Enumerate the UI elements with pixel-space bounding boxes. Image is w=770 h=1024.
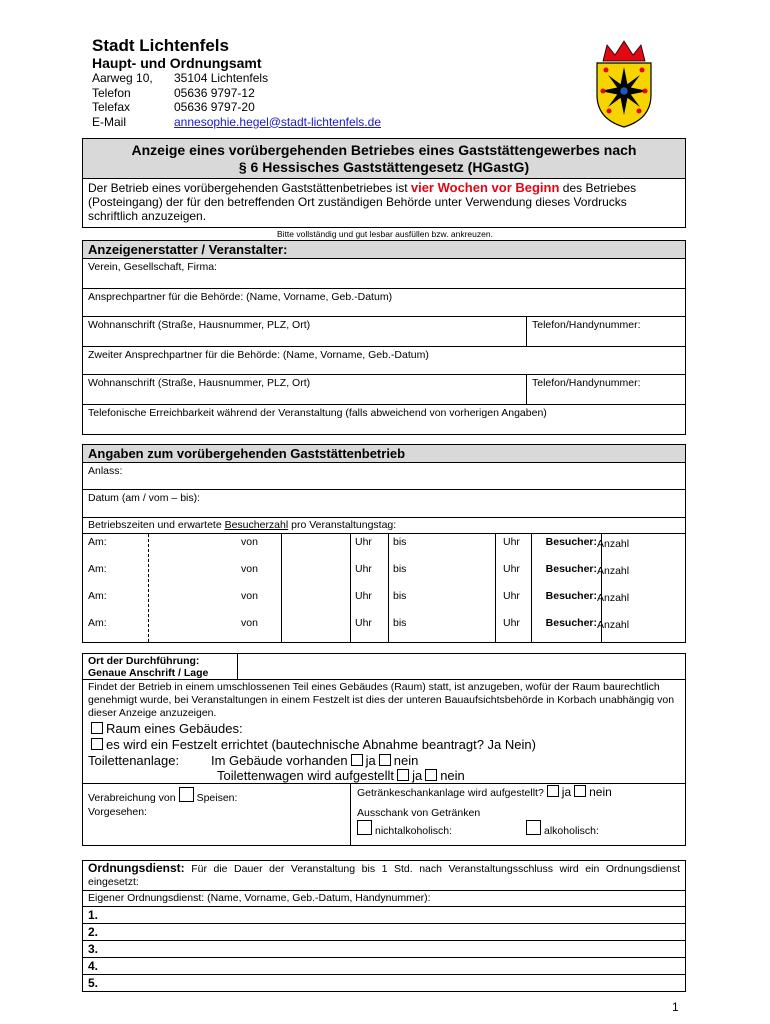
email-link[interactable]: annesophie.hegel@stadt-lichtenfels.de: [174, 114, 381, 129]
von-label: von: [241, 563, 258, 575]
own-security-label: Eigener Ordnungsdienst: (Name, Vorname, Geb.-Datum, Handynummer):: [83, 891, 685, 907]
section-applicant: [82, 240, 686, 435]
hours-label-before: Betriebszeiten und erwartete: [88, 519, 225, 531]
toilet-trailer-no-checkbox[interactable]: [425, 769, 437, 781]
toilet-row-2: [83, 768, 685, 784]
second-contact-field[interactable]: Zweiter Ansprechpartner für die Behörde: (Name, Vorname, Geb.-Datum): [83, 347, 685, 375]
security-list: [83, 907, 685, 991]
room-option: [83, 721, 685, 737]
bis-label: bis: [393, 617, 407, 629]
uhr-label: Uhr: [355, 590, 372, 602]
serving-label: Verabreichung von: [88, 792, 176, 804]
security-entry[interactable]: 1.: [83, 907, 685, 924]
am-label: Am:: [88, 536, 107, 548]
food-checkbox[interactable]: [179, 787, 194, 802]
contact-person-field[interactable]: Ansprechpartner für die Behörde: (Name, Vorname, Geb.-Datum): [83, 289, 685, 317]
organisation-field[interactable]: Verein, Gesellschaft, Firma:: [83, 259, 685, 289]
toilet-building-yes-checkbox[interactable]: [351, 754, 363, 766]
uhr-label: Uhr: [355, 536, 372, 548]
planned-label: Vorgesehen:: [88, 806, 147, 818]
form-heading-line1: Anzeige eines vorübergehenden Betriebes eines Gaststättengewerbes nach: [131, 142, 637, 158]
bis-label: bis: [393, 536, 407, 548]
uhr-label: Uhr: [355, 617, 372, 629]
form-heading: [83, 139, 685, 179]
intro-box: [82, 138, 686, 228]
food-label: Speisen:: [196, 792, 238, 804]
security-entry[interactable]: 4.: [83, 958, 685, 975]
security-entry[interactable]: 2.: [83, 924, 685, 941]
hours-row[interactable]: [83, 615, 685, 642]
fax-value: 05636 9797-20: [174, 100, 255, 114]
form-heading-line2: § 6 Hessisches Gaststättengesetz (HGastG): [238, 159, 530, 175]
uhr-label: Uhr: [355, 563, 372, 575]
location-label-line1: Ort der Durchführung:: [88, 655, 200, 667]
am-label: Am:: [88, 617, 107, 629]
food-drinks-row: [83, 784, 685, 845]
section-security: [82, 860, 686, 992]
occasion-field[interactable]: Anlass:: [83, 463, 685, 490]
operating-hours-table: [83, 534, 685, 642]
toilet-row-1: [83, 753, 685, 768]
hours-label-after: pro Veranstaltungstag:: [288, 519, 397, 531]
intro-text-before: Der Betrieb eines vorübergehenden Gaststättenbetriebes ist: [88, 181, 411, 195]
office-subtitle: Haupt- und Ordnungsamt: [92, 55, 262, 71]
contact-block: [92, 71, 381, 129]
address-label: Aarweg 10,: [92, 71, 153, 85]
drinks-label: Ausschank von Getränken: [357, 807, 481, 819]
section-location: [82, 653, 686, 846]
von-label: von: [241, 590, 258, 602]
page-number: 1: [672, 1000, 679, 1014]
phone-label: Telefon: [92, 85, 131, 100]
visitor-count-label: Anzahl Besucher:: [545, 563, 630, 577]
visitor-count-label: Anzahl Besucher:: [545, 590, 630, 604]
location-label: [83, 654, 238, 679]
uhr-label: Uhr: [503, 590, 520, 602]
coat-of-arms-icon: [593, 39, 655, 129]
hours-label-visitors: Besucherzahl: [224, 519, 289, 531]
tent-checkbox[interactable]: [91, 738, 103, 750]
am-label: Am:: [88, 590, 107, 602]
security-entry[interactable]: 3.: [83, 941, 685, 958]
location-note: Findet der Betrieb in einem umschlossenen Teil eines Gebäudes (Raum) statt, ist anzugeben, wofür der Raum baurechtlich genehmigt wurde, bei Veranstaltungen in einem Festzelt ist dies der unteren Bauaufsichtsbehörde in Korbach unabhängig von dieser Anzeige anzuzeigen.: [88, 681, 675, 719]
email-label: E-Mail: [92, 114, 127, 129]
phone-value: 05636 9797-12: [174, 85, 255, 100]
location-input[interactable]: [238, 654, 685, 679]
address-field-2[interactable]: Wohnanschrift (Straße, Hausnummer, PLZ, Ort): [83, 375, 527, 404]
city-title: Stadt Lichtenfels: [92, 36, 229, 55]
phone-field-1[interactable]: Telefon/Handynummer:: [532, 319, 641, 331]
visitor-count-label: Anzahl Besucher:: [545, 617, 630, 631]
date-field[interactable]: Datum (am / vom – bis):: [83, 490, 685, 518]
security-heading: [83, 861, 685, 891]
fax-label: Telefax: [92, 100, 131, 114]
tap-system-label: Getränkeschankanlage wird aufgestellt?: [357, 787, 544, 799]
address-field-1[interactable]: Wohnanschrift (Straße, Hausnummer, PLZ, Ort): [83, 317, 527, 346]
bis-label: bis: [393, 563, 407, 575]
von-label: von: [241, 536, 258, 548]
toilet-label: Toilettenanlage:: [88, 753, 180, 768]
security-entry[interactable]: 5.: [88, 976, 99, 990]
section-operation: [82, 444, 686, 643]
hours-row[interactable]: [83, 534, 685, 561]
alcoholic-checkbox[interactable]: [526, 820, 541, 835]
intro-text: [83, 179, 685, 227]
visitor-count-label: Anzahl Besucher:: [545, 536, 630, 550]
non-alcoholic-label: nichtalkoholisch:: [375, 825, 453, 837]
uhr-label: Uhr: [503, 617, 520, 629]
address-value: 35104 Lichtenfels: [174, 71, 269, 85]
food-block: [83, 784, 351, 845]
uhr-label: Uhr: [503, 536, 520, 548]
security-heading-text: Für die Dauer der Veranstaltung bis 1 Std. nach Veranstaltungsschluss wird ein Ordnungsdienst eingesetzt:: [88, 863, 680, 888]
fill-note: Bitte vollständig und gut lesbar ausfüllen bzw. ankreuzen.: [277, 229, 493, 239]
drinks-block: Getränkeschankanlage wird aufgestellt? ja nein Ausschank von Getränken nichtalkoholisch: alkoholisch:: [351, 784, 685, 845]
tent-option: [83, 737, 685, 753]
intro-text-after: des Betriebes (Posteingang) der für den betreffenden Ort zuständigen Behörde unter Verwendung dieses Vordrucks schriftlich anzuzeigen.: [88, 181, 637, 223]
uhr-label: Uhr: [503, 563, 520, 575]
toilet-trailer: Toilettenwagen wird aufgestellt ja nein: [217, 768, 465, 783]
reachability-field[interactable]: Telefonische Erreichbarkeit während der Veranstaltung (falls abweichend von vorherigen Angaben): [88, 407, 547, 419]
location-label-line2: Genaue Anschrift / Lage: [88, 667, 209, 679]
tap-yes-checkbox[interactable]: [547, 785, 559, 797]
section-applicant-heading: Anzeigenerstatter / Veranstalter:: [83, 241, 685, 259]
section-operation-heading: Angaben zum vorübergehenden Gaststättenbetrieb: [83, 445, 685, 463]
bis-label: bis: [393, 590, 407, 602]
phone-field-2[interactable]: Telefon/Handynummer:: [532, 377, 641, 389]
alcoholic-label: alkoholisch:: [544, 825, 599, 837]
am-label: Am:: [88, 563, 107, 575]
hours-row[interactable]: [83, 588, 685, 615]
toilet-in-building: Im Gebäude vorhanden ja nein: [211, 753, 419, 768]
tent-label: es wird ein Festzelt errichtet (bautechnische Abnahme beantragt? Ja Nein): [106, 737, 536, 752]
room-label: Raum eines Gebäudes:: [106, 721, 243, 736]
tap-no-checkbox[interactable]: [574, 785, 586, 797]
von-label: von: [241, 617, 258, 629]
operating-hours-label: [83, 518, 685, 534]
toilet-building-no-checkbox[interactable]: [379, 754, 391, 766]
security-heading-bold: Ordnungsdienst:: [88, 861, 185, 875]
non-alcoholic-checkbox[interactable]: [357, 820, 372, 835]
room-checkbox[interactable]: [91, 722, 103, 734]
toilet-trailer-yes-checkbox[interactable]: [397, 769, 409, 781]
deadline-highlight: vier Wochen vor Beginn: [410, 180, 560, 195]
hours-row[interactable]: [83, 561, 685, 588]
